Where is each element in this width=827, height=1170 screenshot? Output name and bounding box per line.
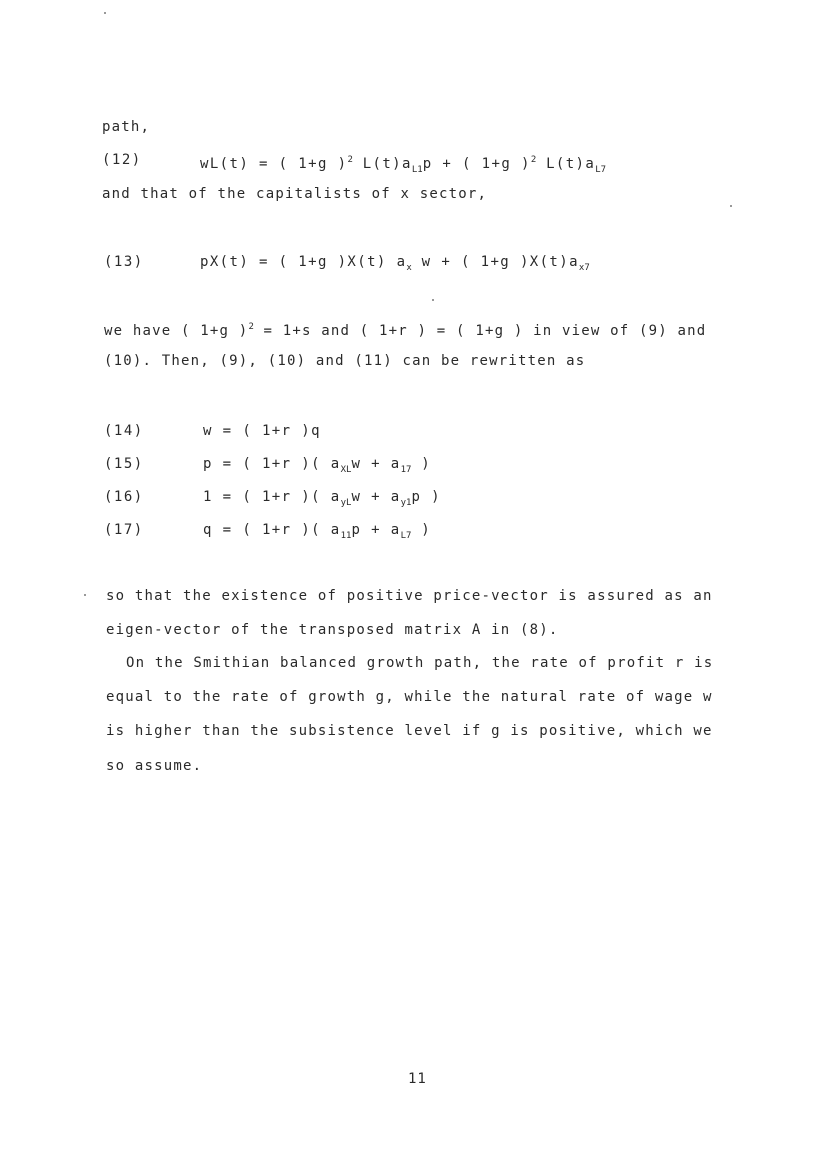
paragraph-2-line-2: equal to the rate of growth g, while the natural rate of wage w [106, 689, 713, 705]
paragraph-2-line-3: is higher than the subsistence level if g is positive, which we [106, 723, 713, 739]
equation-12: wL(t) = ( 1+g )$^2$ $L(t)a_{L1}p$ + ( 1+g )$^2$ $L(t)a_{L7}$ [200, 155, 607, 175]
text-line-then: (10). Then, (9), (10) and (11) can be rewritten as [104, 353, 586, 369]
text-line-we-have: we have ( 1+g )$^2$ = 1+s and ( 1+r ) = ( 1+g ) in view of (9) and [104, 322, 707, 339]
paragraph-1-line-1: so that the existence of positive price-vector is assured as an [106, 588, 713, 604]
scan-speck [730, 205, 732, 207]
paragraph-2-line-1: On the Smithian balanced growth path, the rate of profit r is [126, 655, 714, 671]
paragraph-2-line-4: so assume. [106, 758, 203, 774]
paragraph-1-line-2: eigen-vector of the transposed matrix A in (8). [106, 622, 559, 638]
equation-17: q = ( 1+r )( $a_{11}p + a_{L7}$ ) [203, 522, 432, 541]
text-line-sector: and that of the capitalists of x sector, [102, 186, 488, 202]
equation-13-label: (13) [104, 254, 144, 270]
equation-15: p = ( 1+r )( $a_{XL}w + a_{17}$ ) [203, 456, 432, 475]
equation-14-label: (14) [104, 423, 144, 439]
equation-12-label: (12) [102, 152, 142, 168]
scan-speck [84, 594, 86, 596]
scan-speck [432, 299, 434, 301]
scan-speck [104, 12, 106, 14]
equation-17-label: (17) [104, 522, 144, 538]
text-line-path: path, [102, 119, 151, 135]
equation-15-label: (15) [104, 456, 144, 472]
equation-16: 1 = ( 1+r )( $a_{yL}w + a_{y1}p$ ) [203, 489, 441, 508]
equation-13: pX(t) = ( 1+g )X(t) $a_x$ w + ( 1+g )$X(t)a_{x7}$ [200, 254, 590, 273]
equation-16-label: (16) [104, 489, 144, 505]
equation-14: w = ( 1+r )q [203, 423, 321, 439]
page-number: 11 [408, 1071, 427, 1087]
